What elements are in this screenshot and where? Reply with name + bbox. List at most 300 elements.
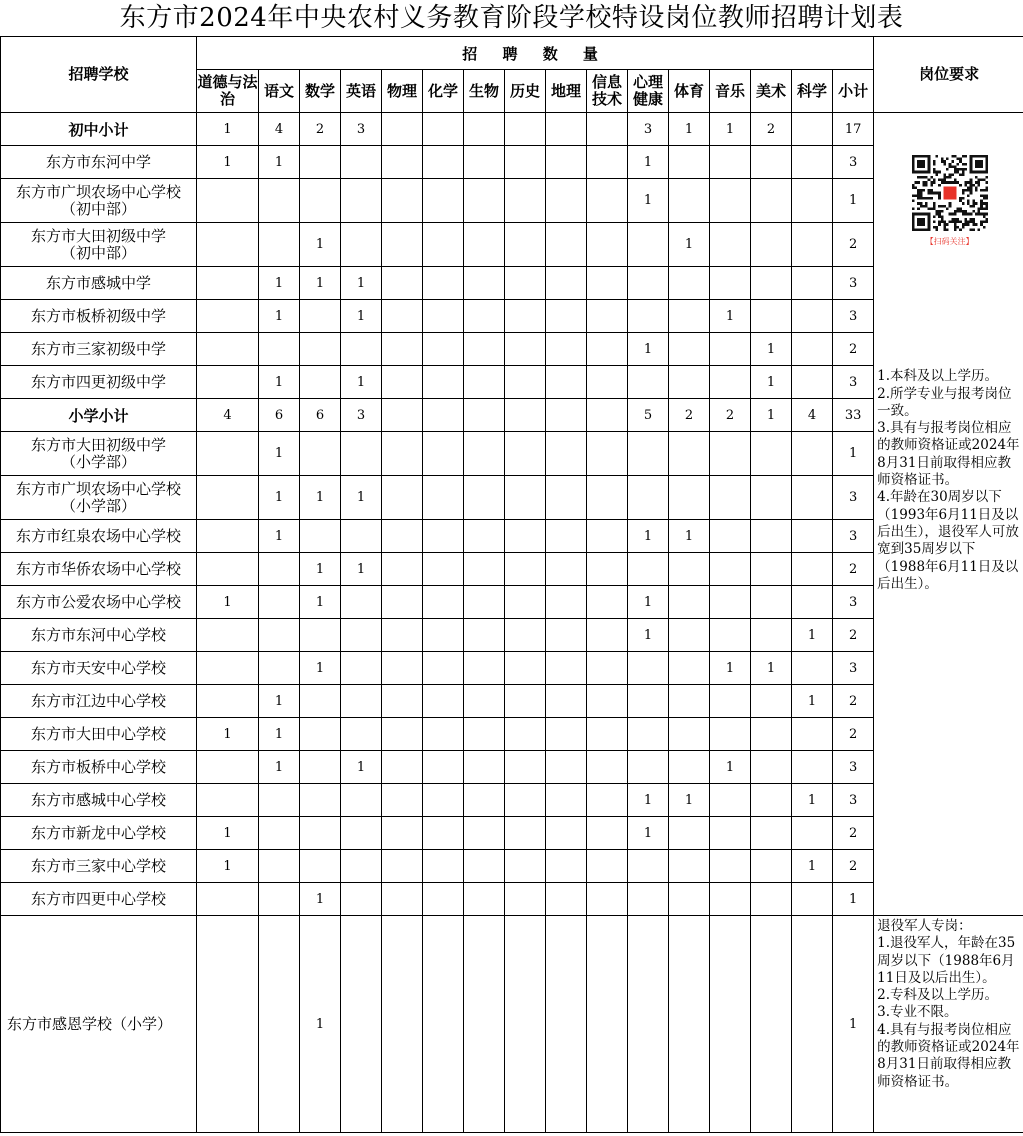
table-row [1, 333, 1023, 366]
quota-cell [628, 366, 669, 399]
quota-cell: 1 [792, 619, 833, 652]
quota-cell [710, 784, 751, 817]
quota-cell [423, 619, 464, 652]
quota-cell [464, 267, 505, 300]
subject-header: 信息技术 [587, 70, 628, 113]
school-name: 东方市新龙中心学校 [1, 817, 197, 850]
quota-cell [300, 751, 341, 784]
quota-cell [382, 432, 423, 476]
quota-cell [792, 146, 833, 179]
quota-cell [505, 267, 546, 300]
quota-cell [587, 113, 628, 146]
quota-cell [341, 652, 382, 685]
quota-cell [587, 883, 628, 916]
quota-cell [546, 619, 587, 652]
quota-cell [587, 333, 628, 366]
quota-cell [300, 520, 341, 553]
row-total-cell: 2 [833, 619, 874, 652]
table-row [1, 267, 1023, 300]
table-row [1, 366, 1023, 399]
table-row [1, 718, 1023, 751]
row-total-cell: 3 [833, 751, 874, 784]
quota-cell [751, 817, 792, 850]
quota-cell [546, 113, 587, 146]
quota-cell [259, 784, 300, 817]
school-name: 东方市天安中心学校 [1, 652, 197, 685]
table-row [1, 113, 1023, 146]
quota-cell [341, 586, 382, 619]
subtotal-label: 初中小计 [1, 113, 197, 146]
table-row [1, 619, 1023, 652]
school-name: 东方市华侨农场中心学校 [1, 553, 197, 586]
quota-cell [710, 179, 751, 223]
quota-cell [382, 685, 423, 718]
quota-cell: 2 [669, 399, 710, 432]
quota-cell [382, 817, 423, 850]
quota-cell [464, 520, 505, 553]
quota-cell: 1 [751, 652, 792, 685]
quota-cell [300, 850, 341, 883]
quota-cell [382, 619, 423, 652]
quota-cell: 1 [259, 146, 300, 179]
quota-cell [505, 685, 546, 718]
subject-header: 地理 [546, 70, 587, 113]
quota-cell [669, 817, 710, 850]
quota-cell [464, 685, 505, 718]
quota-cell [628, 432, 669, 476]
quota-cell [505, 883, 546, 916]
quota-cell [546, 685, 587, 718]
quota-cell: 4 [197, 399, 259, 432]
quota-cell [546, 586, 587, 619]
table-row [1, 520, 1023, 553]
school-name: 东方市大田初级中学 （小学部） [1, 432, 197, 476]
quota-cell [505, 300, 546, 333]
quota-cell [197, 520, 259, 553]
quota-cell [628, 685, 669, 718]
quota-cell [505, 916, 546, 1133]
quota-cell [710, 223, 751, 267]
subject-header: 道德与法治 [197, 70, 259, 113]
quota-cell [505, 817, 546, 850]
quota-cell: 4 [259, 113, 300, 146]
quota-cell [587, 432, 628, 476]
quota-cell [423, 817, 464, 850]
quota-cell: 1 [341, 553, 382, 586]
quota-cell [423, 267, 464, 300]
quota-cell [546, 179, 587, 223]
subject-header: 语文 [259, 70, 300, 113]
school-name: 东方市三家初级中学 [1, 333, 197, 366]
qr-code-icon [912, 155, 988, 231]
quota-cell: 1 [792, 850, 833, 883]
table-row [1, 300, 1023, 333]
quota-cell [792, 751, 833, 784]
school-name: 东方市东河中心学校 [1, 619, 197, 652]
quota-cell [505, 476, 546, 520]
subject-header: 小计 [833, 70, 874, 113]
quota-cell [505, 718, 546, 751]
quota-cell [628, 850, 669, 883]
quota-cell: 1 [300, 586, 341, 619]
quota-cell: 1 [710, 300, 751, 333]
quota-cell [546, 146, 587, 179]
quota-cell [300, 146, 341, 179]
quota-cell [587, 476, 628, 520]
school-name: 东方市三家中心学校 [1, 850, 197, 883]
quota-cell [197, 916, 259, 1133]
quota-cell [423, 520, 464, 553]
quota-cell: 1 [300, 883, 341, 916]
quota-cell [792, 916, 833, 1133]
quota-cell [587, 850, 628, 883]
school-name: 东方市广坝农场中心学校 （初中部） [1, 179, 197, 223]
quota-cell: 2 [710, 399, 751, 432]
quota-cell [197, 366, 259, 399]
table-row [1, 476, 1023, 520]
quota-cell [197, 685, 259, 718]
quota-cell: 1 [710, 652, 751, 685]
quota-cell [628, 223, 669, 267]
quota-cell [669, 916, 710, 1133]
quota-cell [587, 179, 628, 223]
row-total-cell: 3 [833, 300, 874, 333]
row-total-cell: 2 [833, 817, 874, 850]
quota-cell [546, 267, 587, 300]
quota-cell: 1 [197, 586, 259, 619]
quota-cell [382, 399, 423, 432]
row-total-cell: 3 [833, 366, 874, 399]
quota-cell [710, 883, 751, 916]
quota-cell [669, 718, 710, 751]
quota-cell [710, 476, 751, 520]
quota-cell [382, 916, 423, 1133]
quota-cell: 1 [300, 476, 341, 520]
quota-cell [792, 586, 833, 619]
quota-cell: 1 [300, 223, 341, 267]
quota-cell [382, 476, 423, 520]
quota-cell: 1 [710, 113, 751, 146]
quota-cell: 1 [341, 300, 382, 333]
quota-cell [464, 476, 505, 520]
quota-cell [792, 432, 833, 476]
subject-header: 心理健康 [628, 70, 669, 113]
quota-cell: 3 [628, 113, 669, 146]
quota-cell [751, 223, 792, 267]
row-total-cell: 3 [833, 476, 874, 520]
quota-cell [792, 179, 833, 223]
quota-cell [423, 553, 464, 586]
quota-cell [792, 883, 833, 916]
quota-cell [423, 476, 464, 520]
quota-cell [382, 784, 423, 817]
quota-cell [423, 751, 464, 784]
quota-cell [382, 267, 423, 300]
quota-cell [628, 476, 669, 520]
quota-cell [546, 718, 587, 751]
quota-cell [341, 916, 382, 1133]
quota-cell [751, 586, 792, 619]
quota-cell [505, 553, 546, 586]
subject-header: 历史 [505, 70, 546, 113]
quota-cell: 1 [751, 366, 792, 399]
quota-cell [464, 223, 505, 267]
quota-cell [628, 916, 669, 1133]
quota-cell [464, 718, 505, 751]
quota-cell [792, 520, 833, 553]
quota-cell [197, 619, 259, 652]
quota-cell [669, 553, 710, 586]
quota-cell: 1 [792, 685, 833, 718]
subject-header: 体育 [669, 70, 710, 113]
table-row [1, 399, 1023, 432]
quota-cell: 1 [669, 784, 710, 817]
quota-cell [464, 586, 505, 619]
recruitment-plan-table [0, 36, 1023, 1133]
quota-cell [341, 179, 382, 223]
quota-cell [464, 553, 505, 586]
quota-cell [505, 223, 546, 267]
quota-cell [423, 784, 464, 817]
quota-cell: 6 [259, 399, 300, 432]
quota-cell [587, 784, 628, 817]
table-row [1, 850, 1023, 883]
page-title: 东方市2024年中央农村义务教育阶段学校特设岗位教师招聘计划表 [119, 3, 904, 33]
quota-cell: 1 [628, 784, 669, 817]
quota-cell [464, 916, 505, 1133]
quota-cell [546, 399, 587, 432]
table-row [1, 586, 1023, 619]
subtotal-label: 小学小计 [1, 399, 197, 432]
quota-cell [710, 366, 751, 399]
quota-cell: 1 [751, 399, 792, 432]
quota-cell [300, 366, 341, 399]
quota-cell [197, 883, 259, 916]
row-total-cell: 3 [833, 784, 874, 817]
quota-cell: 1 [341, 476, 382, 520]
quota-cell: 5 [628, 399, 669, 432]
quota-cell [587, 619, 628, 652]
quota-cell [300, 179, 341, 223]
quota-cell [792, 553, 833, 586]
quota-cell [382, 586, 423, 619]
quota-cell [341, 146, 382, 179]
quantity-group-header: 招 聘 数 量 [197, 37, 874, 70]
quota-cell [341, 817, 382, 850]
quota-cell: 4 [792, 399, 833, 432]
quota-cell [546, 850, 587, 883]
quota-cell [669, 751, 710, 784]
quota-cell [505, 146, 546, 179]
subject-header: 生物 [464, 70, 505, 113]
quota-cell: 1 [628, 817, 669, 850]
quota-cell [587, 817, 628, 850]
quota-cell: 1 [710, 751, 751, 784]
subject-header: 数学 [300, 70, 341, 113]
row-total-cell: 2 [833, 850, 874, 883]
quota-cell [710, 432, 751, 476]
quota-cell [423, 916, 464, 1133]
quota-cell [300, 300, 341, 333]
quota-cell [587, 751, 628, 784]
quota-cell [587, 685, 628, 718]
quota-cell [628, 751, 669, 784]
quota-cell [751, 520, 792, 553]
quota-cell: 1 [300, 553, 341, 586]
quota-cell [423, 718, 464, 751]
subject-header: 化学 [423, 70, 464, 113]
quota-cell: 3 [341, 113, 382, 146]
quota-cell: 1 [628, 586, 669, 619]
quota-cell [464, 850, 505, 883]
school-name: 东方市板桥中心学校 [1, 751, 197, 784]
quota-cell: 2 [751, 113, 792, 146]
quota-cell [669, 883, 710, 916]
quota-cell [341, 520, 382, 553]
quota-cell [792, 223, 833, 267]
veteran-requirements [874, 916, 1023, 1133]
quota-cell [382, 366, 423, 399]
quota-cell [546, 432, 587, 476]
quota-cell [423, 432, 464, 476]
quota-cell [505, 113, 546, 146]
subject-header: 物理 [382, 70, 423, 113]
quota-cell [382, 179, 423, 223]
table-row [1, 553, 1023, 586]
table-row [1, 223, 1023, 267]
row-total-cell: 33 [833, 399, 874, 432]
row-total-cell: 3 [833, 146, 874, 179]
quota-cell [382, 883, 423, 916]
quota-cell [464, 300, 505, 333]
quota-cell [423, 146, 464, 179]
quota-cell [382, 751, 423, 784]
quota-cell [546, 553, 587, 586]
quota-cell: 1 [341, 366, 382, 399]
quota-cell [423, 333, 464, 366]
table-row [1, 883, 1023, 916]
school-name: 东方市四更中心学校 [1, 883, 197, 916]
quota-cell [587, 223, 628, 267]
quota-cell [669, 476, 710, 520]
quota-cell [587, 146, 628, 179]
quota-cell [505, 784, 546, 817]
quota-cell [382, 652, 423, 685]
quota-cell [505, 333, 546, 366]
qr-caption: 【扫码关注】 [925, 237, 974, 246]
row-total-cell: 3 [833, 267, 874, 300]
school-name: 东方市四更初级中学 [1, 366, 197, 399]
quota-cell [546, 520, 587, 553]
quota-cell: 1 [628, 146, 669, 179]
quota-cell [382, 113, 423, 146]
quota-cell [505, 586, 546, 619]
quota-cell: 1 [259, 718, 300, 751]
quota-cell [587, 300, 628, 333]
quota-cell [587, 553, 628, 586]
quota-cell [546, 817, 587, 850]
row-total-cell: 1 [833, 883, 874, 916]
quota-cell [423, 685, 464, 718]
requirements-text: 1.本科及以上学历。 2.所学专业与报考岗位一致。 3.具有与报考岗位相应的教师资格证或2024年8月31日前取得相应教师资格证书。 4.年龄在30周岁以下（1993年6月11日及以后出生），退役军人可放宽到35周岁以下（1988年6月11日及以后出生）。 [877, 368, 1020, 592]
quota-cell [669, 267, 710, 300]
quota-cell [197, 553, 259, 586]
quota-cell [197, 333, 259, 366]
row-total-cell: 3 [833, 586, 874, 619]
quota-cell [751, 300, 792, 333]
quota-cell [197, 432, 259, 476]
quota-cell [710, 916, 751, 1133]
quota-cell [300, 685, 341, 718]
quota-cell [751, 916, 792, 1133]
quota-cell [587, 916, 628, 1133]
quota-cell [300, 333, 341, 366]
quota-cell [546, 883, 587, 916]
quota-cell [341, 850, 382, 883]
qr-block [877, 155, 1022, 250]
quota-cell [259, 883, 300, 916]
quota-cell: 1 [751, 333, 792, 366]
quota-cell [628, 553, 669, 586]
quota-cell: 1 [259, 685, 300, 718]
quota-cell [505, 399, 546, 432]
school-name: 东方市公爱农场中心学校 [1, 586, 197, 619]
subject-header: 英语 [341, 70, 382, 113]
quota-cell [300, 718, 341, 751]
quota-cell [464, 179, 505, 223]
quota-cell [464, 652, 505, 685]
quota-cell [423, 399, 464, 432]
quota-cell: 1 [341, 751, 382, 784]
quota-cell [382, 553, 423, 586]
quota-cell [464, 399, 505, 432]
quota-cell [382, 718, 423, 751]
quota-cell [669, 652, 710, 685]
quota-cell [628, 300, 669, 333]
table-row [1, 817, 1023, 850]
quota-cell [710, 267, 751, 300]
quota-cell [792, 652, 833, 685]
quota-cell [259, 652, 300, 685]
quota-cell: 1 [628, 333, 669, 366]
veteran-requirements-text: 退役军人专岗： 1.退役军人，年龄在35周岁以下（1988年6月11日及以后出生）。 2.专科及以上学历。 3.专业不限。 4.具有与报考岗位相应的教师资格证或2024年8月31日前取得相应教师资格证书。 [877, 918, 1020, 1090]
quota-cell [197, 223, 259, 267]
quota-cell [751, 883, 792, 916]
school-name: 东方市感城中学 [1, 267, 197, 300]
table-row [1, 916, 1023, 1133]
quota-cell: 1 [259, 300, 300, 333]
quota-cell [587, 718, 628, 751]
quota-cell [710, 520, 751, 553]
quota-cell [382, 300, 423, 333]
quota-cell [505, 179, 546, 223]
quota-cell [669, 619, 710, 652]
general-requirements [874, 113, 1023, 916]
quota-cell: 1 [197, 850, 259, 883]
quota-cell [669, 366, 710, 399]
quota-cell [751, 432, 792, 476]
quota-cell [628, 267, 669, 300]
row-total-cell: 1 [833, 916, 874, 1133]
quota-cell [587, 267, 628, 300]
quota-cell [587, 586, 628, 619]
quota-cell [505, 751, 546, 784]
quota-cell: 1 [341, 267, 382, 300]
quota-cell [546, 300, 587, 333]
quota-cell [710, 146, 751, 179]
quota-cell: 1 [259, 432, 300, 476]
quota-cell [751, 476, 792, 520]
